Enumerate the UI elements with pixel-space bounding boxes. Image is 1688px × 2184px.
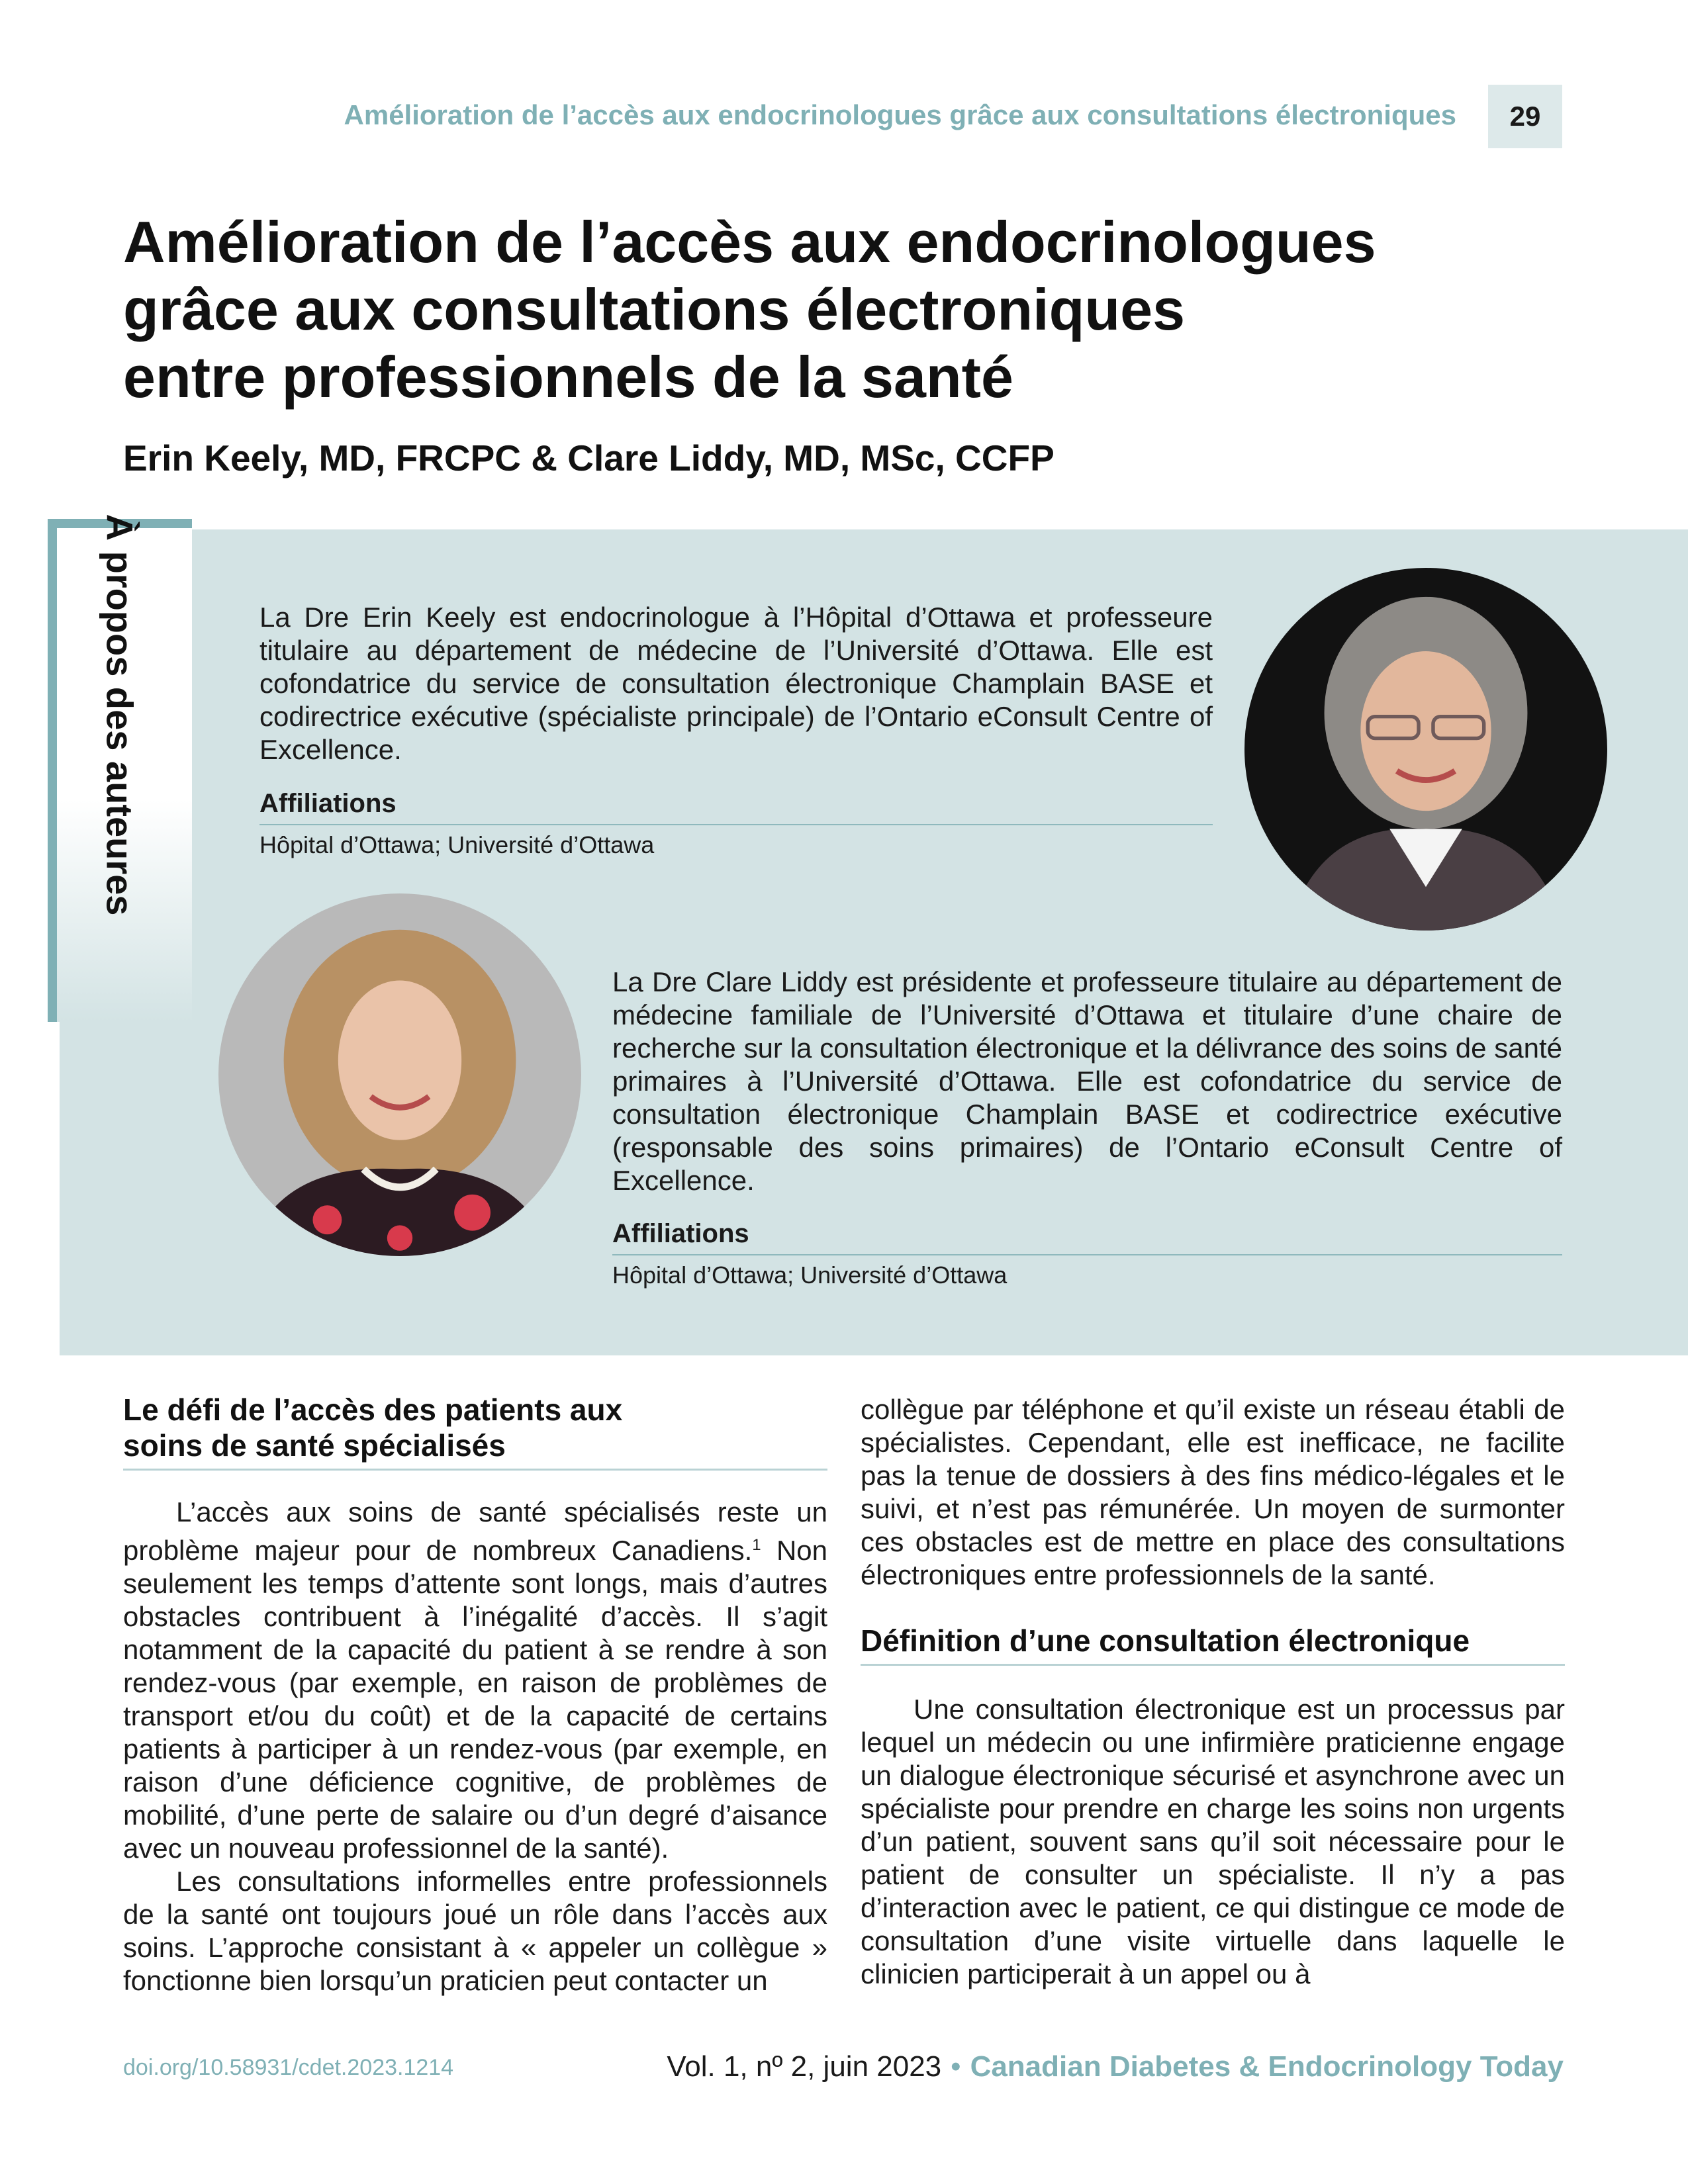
section-heading-definition: Définition d’une consultation électronique — [861, 1623, 1565, 1666]
paragraph-access-2-continued: collègue par téléphone et qu’il existe un réseau établi de spécialistes. Cependant, elle est inefficace, ne facilite pas la tenue de dossiers à des fins médico-légales et le suivi, et n’est pas rémunérée. Un moyen de surmonter ces obstacles est de mettre en place des consultations électroniques entre professionnels de la santé. — [861, 1394, 1565, 1590]
title-line-2: grâce aux consultations électroniques — [123, 277, 1186, 342]
author2-portrait-image — [218, 893, 581, 1256]
about-authors-label: À propos des auteures — [99, 514, 141, 916]
paragraph-definition-1: Une consultation électronique est un processus par lequel un médecin ou une infirmière praticienne engage un dialogue électronique sécurisé et asynchrone avec un spécialiste pour prendre en charge les soins non urgents d’un patient, souvent sans qu’il soit nécessaire pour le patient de consulter un spécialiste. Il n’y a pas d’interaction avec le patient, ce qui distingue ce mode de consultation d’une visite virtuelle dans laquelle le clinicien participerait à un appel ou à — [861, 1694, 1565, 1989]
footer-bullet: • — [951, 2050, 961, 2083]
author2-affiliations-heading: Affiliations — [612, 1219, 1562, 1255]
footer-volume: Vol. 1, nº 2, juin 2023 — [667, 2050, 942, 2083]
right-column-text-top — [861, 1393, 1565, 1592]
doi-link[interactable]: doi.org/10.58931/cdet.2023.1214 — [123, 2055, 454, 2080]
paragraph-access-2: Les consultations informelles entre professionnels de la santé ont toujours joué un rôle dans l’accès aux soins. L’approche consistant à « appeler un collègue » fonctionne bien lorsqu’un praticien peut contacter un — [123, 1866, 827, 1996]
paragraph-access-1-part-a: L’accès aux soins de santé spécialisés reste un problème majeur pour de nombreux Canadiens. — [123, 1496, 827, 1566]
author1-affiliations: Hôpital d’Ottawa; Université d’Ottawa — [259, 831, 655, 858]
author2-affiliations: Hôpital d’Ottawa; Université d’Ottawa — [612, 1261, 1008, 1289]
author1-affiliations-heading: Affiliations — [259, 789, 1213, 825]
section-heading-access-line-2: soins de santé spécialisés — [123, 1428, 506, 1463]
section-heading-access-line-1: Le défi de l’accès des patients aux — [123, 1392, 623, 1427]
author2-bio: La Dre Clare Liddy est présidente et professeure titulaire au département de médecine familiale de l’Université d’Ottawa et titulaire d’une chaire de recherche sur la consultation électronique et la délivrance des soins de santé primaires à l’Université d’Ottawa. Elle est cofondatrice du service de consultation électronique Champlain BASE et codirectrice exécutive (responsable des soins primaires) de l’Ontario eConsult Centre of Excellence. — [612, 966, 1562, 1196]
author1-bio: La Dre Erin Keely est endocrinologue à l’Hôpital d’Ottawa et professeure titulaire au département de médecine de l’Université d’Ottawa. Elle est cofondatrice du service de consultation électronique Champlain BASE et codirectrice exécutive (spécialiste principale) de l’Ontario eConsult Centre of Excellence. — [259, 602, 1213, 765]
paragraph-access-1-part-b: Non seulement les temps d’attente sont longs, mais d’autres obstacles contribuent à l’inégalité d’accès. Il s’agit notamment de la capacité du patient à se rendre à son rendez-vous (par exemple, en raison de problèmes de transport et/ou du coût) et de la capacité de certains patients à participer à un rendez-vous (par exemple, en raison d’une déficience cognitive, de problèmes de mobilité, d’une perte de salaire ou d’un degré d’aisance avec un nouveau professionnel de la santé). — [123, 1535, 828, 1864]
left-column-text — [123, 1496, 827, 1997]
title-line-3: entre professionnels de la santé — [123, 344, 1013, 410]
paragraph-access-1 — [123, 1496, 827, 1865]
article-title — [123, 208, 1579, 411]
footer-citation — [667, 2050, 1564, 2083]
footer-journal: Canadian Diabetes & Endocrinology Today — [970, 2050, 1564, 2083]
right-column-text-definition — [861, 1693, 1565, 1991]
section-heading-access — [123, 1392, 827, 1471]
title-line-1: Amélioration de l’accès aux endocrinologues — [123, 209, 1376, 275]
author-byline: Erin Keely, MD, FRCPC & Clare Liddy, MD, MSc, CCFP — [123, 437, 1055, 478]
page-number: 29 — [1488, 85, 1562, 148]
author1-portrait-image — [1244, 568, 1607, 931]
author2-photo — [218, 893, 581, 1256]
running-header-title: Amélioration de l’accès aux endocrinologues grâce aux consultations électroniques — [344, 99, 1456, 130]
reference-1: 1 — [752, 1536, 761, 1554]
author1-photo — [1244, 568, 1607, 931]
